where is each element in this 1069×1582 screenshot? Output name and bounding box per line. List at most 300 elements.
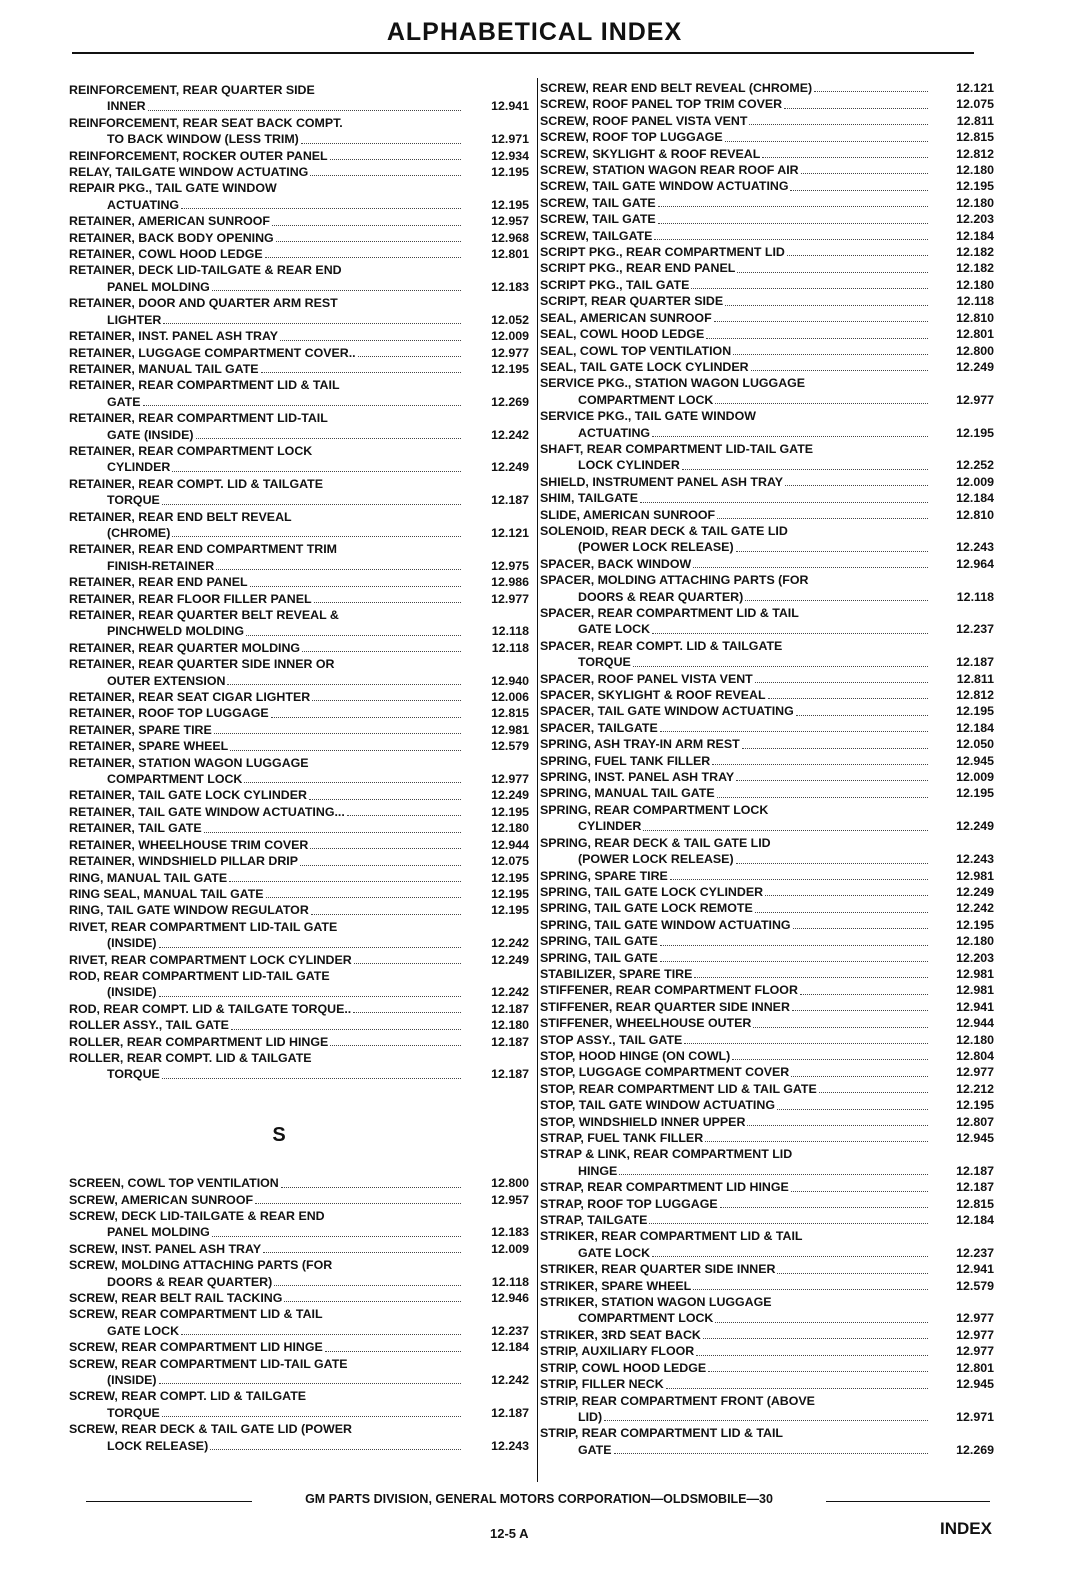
left-column xyxy=(69,82,529,1454)
page-reference: 12.237 xyxy=(956,622,994,637)
index-entry-term: TO BACK WINDOW (LESS TRIM) xyxy=(107,132,299,147)
index-entry-line xyxy=(69,279,463,295)
index-entry-term: SCREW, REAR END BELT REVEAL (CHROME) xyxy=(540,81,813,95)
index-entry xyxy=(540,1015,994,1031)
index-entry-line xyxy=(69,771,463,787)
index-entry xyxy=(540,1032,994,1048)
leader-dots xyxy=(162,1416,461,1417)
index-entry-term: SPRING, TAIL GATE WINDOW ACTUATING xyxy=(540,917,791,932)
page-reference: 12.187 xyxy=(491,1067,529,1082)
index-entry-line xyxy=(69,1372,463,1388)
leader-dots xyxy=(660,731,928,732)
page-reference: 12.184 xyxy=(956,720,994,735)
index-entry-line xyxy=(540,146,930,162)
index-entry-term: RING, TAIL GATE WINDOW REGULATOR xyxy=(69,903,309,918)
index-entry-term: GATE xyxy=(578,1442,612,1457)
leader-dots xyxy=(181,208,461,209)
index-entry-text xyxy=(540,113,930,129)
leader-dots xyxy=(742,748,928,749)
index-entry xyxy=(540,228,994,244)
leader-dots xyxy=(720,1207,928,1208)
index-entry-term: SCREW, DECK LID-TAILGATE & REAR END xyxy=(69,1209,325,1223)
index-entry-term: SCREW, ROOF PANEL TOP TRIM COVER xyxy=(540,97,783,112)
index-entry-line xyxy=(540,1360,930,1376)
index-entry-term: STRAP, FUEL TANK FILLER xyxy=(540,1131,704,1145)
index-entry-term: TORQUE xyxy=(107,1405,160,1420)
leader-dots xyxy=(801,173,928,174)
index-entry xyxy=(540,769,994,785)
index-entry-line xyxy=(69,82,463,98)
index-entry-text xyxy=(540,1228,930,1261)
index-entry-line xyxy=(540,1212,930,1228)
index-entry-term: SPRING, TAIL GATE LOCK CYLINDER xyxy=(540,884,764,899)
index-entry-line xyxy=(69,312,463,328)
index-entry-text xyxy=(540,1032,930,1048)
page-reference: 12.195 xyxy=(491,903,529,918)
index-entry-text xyxy=(540,408,930,441)
index-entry xyxy=(540,1278,994,1294)
page-reference: 12.203 xyxy=(956,212,994,227)
index-entry xyxy=(540,835,994,868)
page-reference: 12.981 xyxy=(956,868,994,883)
index-entry-term: PANEL MOLDING xyxy=(107,1225,210,1240)
index-entry xyxy=(540,720,994,736)
index-entry-term: STRIKER, REAR COMPARTMENT LID & TAIL xyxy=(540,1229,803,1244)
leader-dots xyxy=(785,485,928,486)
index-entry xyxy=(540,1376,994,1392)
page-reference: 12.118 xyxy=(491,624,529,639)
index-entry-term: (POWER LOCK RELEASE) xyxy=(578,852,734,867)
index-entry-text xyxy=(540,490,930,506)
index-entry-term: SPRING, REAR DECK & TAIL GATE LID xyxy=(540,835,771,850)
index-entry-line xyxy=(69,919,463,935)
index-entry xyxy=(69,705,529,721)
index-entry xyxy=(540,703,994,719)
index-entry-text xyxy=(540,1097,930,1113)
index-entry-term: PANEL MOLDING xyxy=(107,279,210,294)
index-entry-term: STABILIZER, SPARE TIRE xyxy=(540,966,693,981)
page-reference: 12.184 xyxy=(491,1340,529,1355)
index-entry xyxy=(69,1208,529,1241)
leader-dots xyxy=(214,733,461,734)
leader-dots xyxy=(814,91,928,92)
index-entry-line xyxy=(540,375,930,391)
index-entry-term: SOLENOID, REAR DECK & TAIL GATE LID xyxy=(540,523,788,538)
index-entry-line xyxy=(69,591,463,607)
index-entry-text xyxy=(69,361,463,377)
index-entry xyxy=(69,1241,529,1257)
index-entry xyxy=(540,1212,994,1228)
index-entry-line xyxy=(540,490,930,506)
index-entry xyxy=(540,1343,994,1359)
index-entry-line xyxy=(69,213,463,229)
index-entry-text xyxy=(69,919,463,952)
index-entry-line xyxy=(69,295,463,311)
index-entry-term: RETAINER, DOOR AND QUARTER ARM REST xyxy=(69,296,338,311)
page-reference: 12.977 xyxy=(956,392,994,407)
index-entry-text xyxy=(540,326,930,342)
index-entry-text xyxy=(540,900,930,916)
index-entry xyxy=(69,837,529,853)
leader-dots xyxy=(159,996,461,997)
index-entry-line xyxy=(540,851,930,867)
page-reference: 12.815 xyxy=(956,130,994,145)
page-reference: 12.187 xyxy=(956,655,994,670)
page-reference: 12.801 xyxy=(491,247,529,262)
index-entry-line xyxy=(540,408,930,424)
index-entry-line xyxy=(69,952,463,968)
index-entry-line xyxy=(540,178,930,194)
page-reference: 12.237 xyxy=(956,1245,994,1260)
index-entry xyxy=(540,1261,994,1277)
index-entry-term: STRAP & LINK, REAR COMPARTMENT LID xyxy=(540,1147,793,1162)
index-entry-line xyxy=(69,1356,463,1372)
index-entry xyxy=(69,1257,529,1290)
index-entry xyxy=(69,115,529,148)
index-entry-term: RING, MANUAL TAIL GATE xyxy=(69,870,228,885)
index-entry xyxy=(69,1290,529,1306)
page-reference: 12.180 xyxy=(956,277,994,292)
page-reference: 12.986 xyxy=(491,575,529,590)
page-reference: 12.195 xyxy=(491,197,529,212)
leader-dots xyxy=(670,879,928,880)
index-entry-text xyxy=(540,868,930,884)
index-entry-line xyxy=(69,525,463,541)
index-entry-line xyxy=(540,293,930,309)
leader-dots xyxy=(755,682,928,683)
index-entry xyxy=(69,804,529,820)
page-reference: 12.121 xyxy=(491,525,529,540)
index-entry-text xyxy=(540,1130,930,1146)
page-reference: 12.968 xyxy=(491,230,529,245)
page-reference: 12.807 xyxy=(956,1114,994,1129)
index-entry-term: SCREW, REAR COMPARTMENT LID & TAIL xyxy=(69,1307,323,1322)
index-entry-line xyxy=(540,359,930,375)
index-entry xyxy=(69,591,529,607)
page-reference: 12.009 xyxy=(491,329,529,344)
index-entry-term: STRAP, REAR COMPARTMENT LID HINGE xyxy=(540,1180,789,1195)
index-entry-term: RIVET, REAR COMPARTMENT LID-TAIL GATE xyxy=(69,919,338,934)
leader-dots xyxy=(212,1236,461,1237)
leader-dots xyxy=(725,305,928,306)
page-reference: 12.252 xyxy=(956,458,994,473)
index-entry-term: (CHROME) xyxy=(107,525,171,540)
leader-dots xyxy=(246,635,461,636)
index-entry-text xyxy=(540,277,930,293)
page-reference: 12.187 xyxy=(491,1034,529,1049)
index-entry-line xyxy=(69,509,463,525)
index-entry-text xyxy=(69,607,463,640)
index-entry-line xyxy=(540,868,930,884)
index-entry-term: REPAIR PKG., TAIL GATE WINDOW xyxy=(69,181,277,196)
page-reference: 12.242 xyxy=(491,936,529,951)
index-entry xyxy=(540,785,994,801)
index-entry-term: COMPARTMENT LOCK xyxy=(107,772,243,787)
index-entry-term: RETAINER, REAR SEAT CIGAR LIGHTER xyxy=(69,690,311,705)
index-entry-term: SCREW, TAIL GATE xyxy=(540,212,656,227)
index-entry-term: STRIP, FILLER NECK xyxy=(540,1377,664,1392)
index-entry-line xyxy=(69,1050,463,1066)
leader-dots xyxy=(660,961,928,962)
index-entry xyxy=(69,541,529,574)
index-entry-term: (POWER LOCK RELEASE) xyxy=(578,540,734,555)
index-entry-term: SCREW, STATION WAGON REAR ROOF AIR xyxy=(540,163,799,178)
page-reference: 12.195 xyxy=(956,786,994,801)
index-entry-term: STRIP, REAR COMPARTMENT LID & TAIL xyxy=(540,1426,783,1441)
index-entry-text xyxy=(540,556,930,572)
index-entry-line xyxy=(540,982,930,998)
index-entry-term: REINFORCEMENT, REAR SEAT BACK COMPT. xyxy=(69,115,343,130)
leader-dots xyxy=(705,1141,928,1142)
leader-dots xyxy=(745,600,928,601)
index-entry xyxy=(540,129,994,145)
index-entry xyxy=(69,722,529,738)
index-entry-line xyxy=(69,98,463,114)
index-entry-line xyxy=(540,1196,930,1212)
index-entry-term: SLIDE, AMERICAN SUNROOF xyxy=(540,507,716,522)
index-entry-term: STRIKER, SPARE WHEEL xyxy=(540,1278,692,1293)
index-entry-term: GATE LOCK xyxy=(578,622,651,637)
leader-dots xyxy=(354,963,461,964)
page-reference: 12.242 xyxy=(491,427,529,442)
index-entry-term: RETAINER, INST. PANEL ASH TRAY xyxy=(69,329,279,344)
leader-dots xyxy=(143,405,462,406)
index-entry-text xyxy=(69,295,463,328)
leader-dots xyxy=(210,1449,461,1450)
leader-dots xyxy=(682,469,928,470)
index-entry-term: SPRING, REAR COMPARTMENT LOCK xyxy=(540,802,769,817)
index-entry xyxy=(69,656,529,689)
page-reference: 12.810 xyxy=(956,310,994,325)
index-entry-text xyxy=(540,474,930,490)
index-entry xyxy=(540,310,994,326)
index-entry-text xyxy=(69,591,463,607)
index-entry-line xyxy=(69,607,463,623)
footer-rule-right xyxy=(826,1501,990,1502)
leader-dots xyxy=(265,257,461,258)
page-reference: 12.195 xyxy=(956,704,994,719)
index-entry-line xyxy=(69,1175,463,1191)
index-entry xyxy=(69,1388,529,1421)
index-entry-line xyxy=(69,1274,463,1290)
page-reference: 12.118 xyxy=(956,589,994,604)
index-entry-line xyxy=(69,705,463,721)
index-entry-text xyxy=(69,410,463,443)
index-entry-term: SPACER, TAIL GATE WINDOW ACTUATING xyxy=(540,704,794,719)
index-entry-term: LID) xyxy=(578,1409,603,1424)
index-entry-line xyxy=(540,1130,930,1146)
index-entry xyxy=(540,244,994,260)
index-entry-term: SHAFT, REAR COMPARTMENT LID-TAIL GATE xyxy=(540,441,814,456)
index-entry-term: SCREW, REAR COMPARTMENT LID HINGE xyxy=(69,1340,323,1355)
index-entry xyxy=(540,343,994,359)
index-entry xyxy=(69,213,529,229)
index-entry-text xyxy=(69,246,463,262)
page-reference: 12.249 xyxy=(491,952,529,967)
index-entry-line xyxy=(69,1017,463,1033)
page-reference: 12.804 xyxy=(956,1048,994,1063)
index-entry-term: RING SEAL, MANUAL TAIL GATE xyxy=(69,886,264,901)
index-entry xyxy=(540,1294,994,1327)
index-entry-term: RETAINER, REAR FLOOR FILLER PANEL xyxy=(69,591,312,606)
index-entry-term: ROLLER ASSY., TAIL GATE xyxy=(69,1018,229,1033)
index-entry-text xyxy=(69,115,463,148)
index-entry xyxy=(69,295,529,328)
index-entry-line xyxy=(540,1261,930,1277)
index-entry xyxy=(540,1114,994,1130)
index-entry-term: FINISH-RETAINER xyxy=(107,558,215,573)
page-reference: 12.800 xyxy=(956,343,994,358)
index-entry-line xyxy=(69,246,463,262)
leader-dots xyxy=(755,912,928,913)
leader-dots xyxy=(614,1453,929,1454)
leader-dots xyxy=(768,698,928,699)
index-entry-term: RETAINER, TAIL GATE LOCK CYLINDER xyxy=(69,788,307,803)
page-reference: 12.975 xyxy=(491,558,529,573)
leader-dots xyxy=(715,1322,928,1323)
index-entry-line xyxy=(540,769,930,785)
page-reference: 12.242 xyxy=(491,985,529,1000)
index-entry-term: STRIKER, STATION WAGON LUGGAGE xyxy=(540,1295,772,1310)
index-entry-term: SEAL, AMERICAN SUNROOF xyxy=(540,310,712,325)
page-reference: 12.195 xyxy=(491,165,529,180)
index-entry-text xyxy=(540,178,930,194)
index-entry-term: TORQUE xyxy=(578,655,631,670)
leader-dots xyxy=(749,124,928,125)
index-entry xyxy=(540,1228,994,1261)
index-entry-term: SPRING, SPARE TIRE xyxy=(540,868,668,883)
index-entry xyxy=(540,999,994,1015)
index-entry xyxy=(69,1339,529,1355)
index-entry xyxy=(540,326,994,342)
section-label: INDEX xyxy=(940,1519,992,1538)
index-entry-line xyxy=(69,623,463,639)
index-entry xyxy=(540,408,994,441)
index-entry-term: STRAP, ROOF TOP LUGGAGE xyxy=(540,1196,718,1211)
index-entry-term: STIFFENER, REAR COMPARTMENT FLOOR xyxy=(540,983,798,998)
index-entry-text xyxy=(540,769,930,785)
index-entry xyxy=(69,820,529,836)
index-entry-line xyxy=(69,377,463,393)
index-entry-term: HINGE xyxy=(578,1163,618,1178)
index-entry-line xyxy=(69,492,463,508)
index-entry-line xyxy=(540,1032,930,1048)
index-entry-term: SHIELD, INSTRUMENT PANEL ASH TRAY xyxy=(540,474,784,489)
page-reference: 12.118 xyxy=(956,294,994,309)
index-entry xyxy=(69,164,529,180)
index-entry-text xyxy=(540,917,930,933)
page-reference: 12.184 xyxy=(956,228,994,243)
index-entry xyxy=(540,933,994,949)
index-entry-term: SERVICE PKG., STATION WAGON LUGGAGE xyxy=(540,376,806,391)
leader-dots xyxy=(753,1027,928,1028)
leader-dots xyxy=(777,1273,928,1274)
index-entry-term: SCRIPT PKG., TAIL GATE xyxy=(540,277,690,292)
index-entry-text xyxy=(69,755,463,788)
index-entry-term: RETAINER, SPARE WHEEL xyxy=(69,739,229,754)
page-reference: 12.242 xyxy=(491,1373,529,1388)
page-reference: 12.182 xyxy=(956,245,994,260)
index-entry xyxy=(540,1097,994,1113)
index-entry-term: STOP, REAR COMPARTMENT LID & TAIL GATE xyxy=(540,1081,817,1096)
index-entry-line xyxy=(69,410,463,426)
leader-dots xyxy=(148,110,461,111)
leader-dots xyxy=(717,797,928,798)
index-entry-line xyxy=(69,968,463,984)
index-entry-line xyxy=(69,394,463,410)
index-entry-text xyxy=(540,1081,930,1097)
index-entry-text xyxy=(69,952,463,968)
index-entry-text xyxy=(69,1001,463,1017)
index-entry-term: RETAINER, STATION WAGON LUGGAGE xyxy=(69,755,309,770)
index-entry-term: RETAINER, REAR QUARTER SIDE INNER OR xyxy=(69,657,335,672)
index-entry-line xyxy=(540,589,930,605)
page-reference: 12.977 xyxy=(956,1311,994,1326)
page-reference: 12.964 xyxy=(956,556,994,571)
leader-dots xyxy=(231,1029,461,1030)
index-entry-text xyxy=(540,293,930,309)
index-entry-text xyxy=(540,1294,930,1327)
page-reference: 12.195 xyxy=(956,179,994,194)
index-entry xyxy=(69,230,529,246)
index-entry-term: STOP, LUGGAGE COMPARTMENT COVER xyxy=(540,1065,790,1080)
index-entry-term: RETAINER, MANUAL TAIL GATE xyxy=(69,361,259,376)
index-entry-term: SEAL, COWL HOOD LEDGE xyxy=(540,327,705,342)
index-entry-text xyxy=(540,1196,930,1212)
index-group-s-right xyxy=(540,80,994,1458)
page-reference: 12.815 xyxy=(956,1196,994,1211)
index-entry-line xyxy=(540,277,930,293)
index-entry-term: RETAINER, AMERICAN SUNROOF xyxy=(69,214,271,229)
leader-dots xyxy=(733,354,928,355)
index-entry-term: RELAY, TAILGATE WINDOW ACTUATING xyxy=(69,165,309,180)
page-reference: 12.187 xyxy=(956,1163,994,1178)
index-entry-line xyxy=(540,195,930,211)
index-entry-term: RETAINER, REAR COMPARTMENT LID-TAIL xyxy=(69,411,328,426)
leader-dots xyxy=(272,225,461,226)
index-entry-text xyxy=(69,180,463,213)
index-entry xyxy=(540,572,994,605)
index-entry-line xyxy=(540,1114,930,1130)
index-entry-line xyxy=(540,1327,930,1343)
page-reference: 12.579 xyxy=(491,739,529,754)
index-entry-term: SPRING, MANUAL TAIL GATE xyxy=(540,786,715,801)
leader-dots xyxy=(212,290,461,291)
index-entry-term: STRIP, COWL HOOD LEDGE xyxy=(540,1360,707,1375)
leader-dots xyxy=(261,372,461,373)
index-entry-term: SPRING, INST. PANEL ASH TRAY xyxy=(540,770,735,785)
page-reference: 12.203 xyxy=(956,950,994,965)
index-entry xyxy=(540,178,994,194)
index-entry-term: ROD, REAR COMPARTMENT LID-TAIL GATE xyxy=(69,968,330,983)
page-reference: 12.579 xyxy=(956,1278,994,1293)
leader-dots xyxy=(762,157,928,158)
leader-dots xyxy=(787,255,928,256)
page-reference: 12.195 xyxy=(956,425,994,440)
index-entry-line xyxy=(69,886,463,902)
page-reference: 12.237 xyxy=(491,1323,529,1338)
leader-dots xyxy=(309,799,461,800)
index-entry-term: CYLINDER xyxy=(578,819,642,834)
index-entry-line xyxy=(69,164,463,180)
index-entry xyxy=(540,982,994,998)
page-reference: 12.801 xyxy=(956,327,994,342)
page-reference: 12.941 xyxy=(956,999,994,1014)
index-entry-text xyxy=(69,738,463,754)
index-entry-term: SPRING, TAIL GATE xyxy=(540,934,658,949)
index-entry-line xyxy=(69,131,463,147)
index-entry-line xyxy=(540,1343,930,1359)
